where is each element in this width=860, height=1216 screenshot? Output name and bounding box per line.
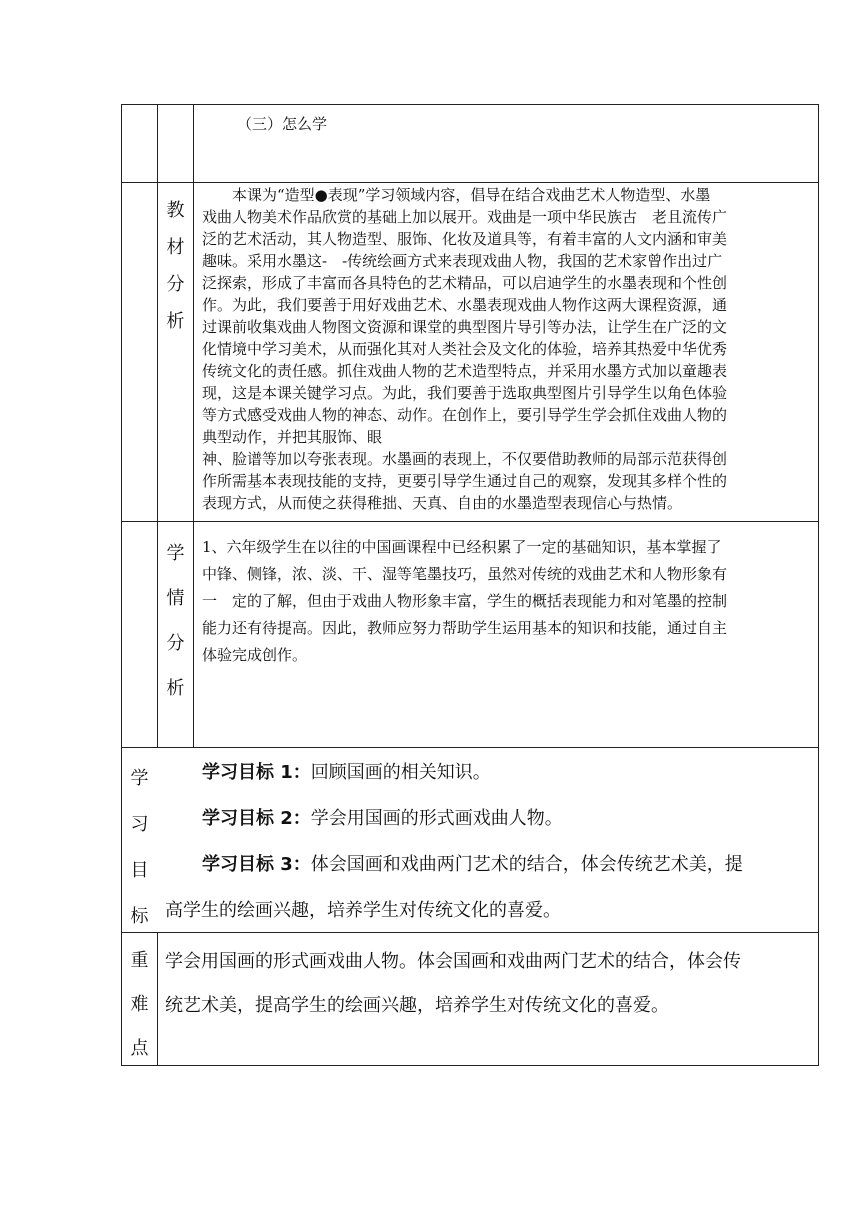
goal-text: 体会国画和戏曲两门艺术的结合，体会传统艺术美，提: [310, 854, 743, 875]
text-line: 一 定的了解，但由于戏曲人物形象丰富，学生的概括表现能力和对笔墨的控制: [202, 592, 728, 610]
goal-title: 学习目标 2：: [202, 808, 311, 829]
label-char: 材: [166, 237, 185, 258]
text-line: 等方式感受戏曲人物的神态、动作。在创作上，要引导学生学会抓住戏曲人物的: [202, 406, 728, 424]
label-char: 习: [130, 814, 149, 835]
textbook-analysis-text: [202, 184, 810, 514]
learning-goals-content: [165, 758, 813, 926]
column-divider-b: [193, 104, 194, 747]
text-line: 中锋、侧锋，浓、淡、干、湿等笔墨技巧，虽然对传统的戏曲艺术和人物形象有: [202, 565, 728, 583]
label-char: 析: [166, 311, 185, 332]
label-char: 分: [166, 274, 185, 295]
label-char: 析: [166, 678, 185, 699]
text-line: 典型动作，并把其服饰、眼: [202, 428, 383, 446]
text-line: 过课前收集戏曲人物图文资源和课堂的典型图片导引等办法，让学生在广泛的文: [202, 318, 728, 336]
row-divider-1: [121, 182, 818, 183]
section-heading: （三）怎么学: [237, 115, 328, 133]
goal-title: 学习目标 3：: [202, 854, 311, 875]
text-line: 体验完成创作。: [202, 646, 308, 664]
text-line: 泛探索，形成了丰富而各具特色的艺术精品，可以启迪学生的水墨表现和个性创: [202, 274, 728, 292]
label-char: 情: [166, 588, 185, 609]
column-divider-c: [157, 932, 158, 1065]
table-border-top: [121, 104, 818, 105]
label-char: 目: [130, 860, 149, 881]
textbook-analysis-label: [158, 192, 193, 340]
key-points-label: [122, 939, 157, 1071]
label-char: 学: [166, 543, 185, 564]
goal-text: 回顾国画的相关知识。: [310, 762, 491, 783]
text-line: 统艺术美，提高学生的绘画兴趣，培养学生对传统文化的喜爱。: [165, 995, 669, 1016]
goal-text: 学会用国画的形式画戏曲人物。: [310, 808, 563, 829]
text-line: 作。为此，我们要善于用好戏曲艺术、水墨表现戏曲人物作这两大课程资源，通: [202, 296, 728, 314]
text-line: 泛的艺术活动，其人物造型、服饰、化妆及道具等，有着丰富的人文内涵和审美: [202, 230, 728, 248]
text-line: 趣味。采用水墨这- -传统绘画方式来表现戏曲人物，我国的艺术家曾作出过广: [202, 252, 723, 270]
goal-item: [165, 758, 813, 788]
goal-title: 学习目标 1：: [202, 762, 311, 783]
text-line: 现，这是本课关键学习点。为此，我们要善于选取典型图片引导学生以角色体验: [202, 384, 728, 402]
label-char: 标: [130, 906, 149, 927]
label-char: 学: [130, 768, 149, 789]
label-char: 点: [130, 1038, 149, 1059]
goal-item: [165, 850, 813, 880]
text-line: 学会用国画的形式画戏曲人物。体会国画和戏曲两门艺术的结合，体会传: [165, 951, 741, 972]
text-line: 作所需基本表现技能的支持，更要引导学生通过自己的观察，发现其多样个性的: [202, 472, 728, 490]
row-divider-3: [121, 747, 818, 748]
label-char: 教: [166, 200, 185, 221]
goal-item: [165, 804, 813, 834]
key-points-text: [165, 940, 813, 1028]
goal-continuation: 高学生的绘画兴趣，培养学生对传统文化的喜爱。: [165, 900, 561, 921]
text-line: 1、六年级学生在以往的中国画课程中已经积累了一定的基础知识，基本掌握了: [202, 538, 722, 556]
learner-analysis-label: [158, 531, 193, 711]
text-line: 本课为“造型●表现”学习领域内容，倡导在结合戏曲艺术人物造型、水墨: [232, 186, 711, 204]
label-char: 重: [130, 950, 149, 971]
text-line: 化情境中学习美术，从而强化其对人类社会及文化的体验，培养其热爱中华优秀: [202, 340, 728, 358]
text-line: 神、脸谱等加以夸张表现。水墨画的表现上，不仅要借助教师的局部示范获得创: [202, 450, 728, 468]
table-border-bottom: [121, 1065, 818, 1066]
table-border-right: [818, 104, 819, 1066]
text-line: 表现方式，从而使之获得稚拙、天真、自由的水墨造型表现信心与热情。: [202, 494, 683, 512]
row-divider-4: [121, 932, 818, 933]
label-char: 分: [166, 633, 185, 654]
learning-goals-label: [122, 756, 157, 940]
label-char: 难: [130, 994, 149, 1015]
text-line: 戏曲人物美术作品欣赏的基础上加以展开。戏曲是一项中华民族古 老且流传广: [202, 208, 728, 226]
text-line: 传统文化的责任感。抓住戏曲人物的艺术造型特点，并采用水墨方式加以童趣表: [202, 362, 728, 380]
learner-analysis-text: [202, 534, 810, 669]
text-line: 能力还有待提高。因此，教师应努力帮助学生运用基本的知识和技能，通过自主: [202, 619, 728, 637]
row-divider-2: [121, 521, 818, 522]
